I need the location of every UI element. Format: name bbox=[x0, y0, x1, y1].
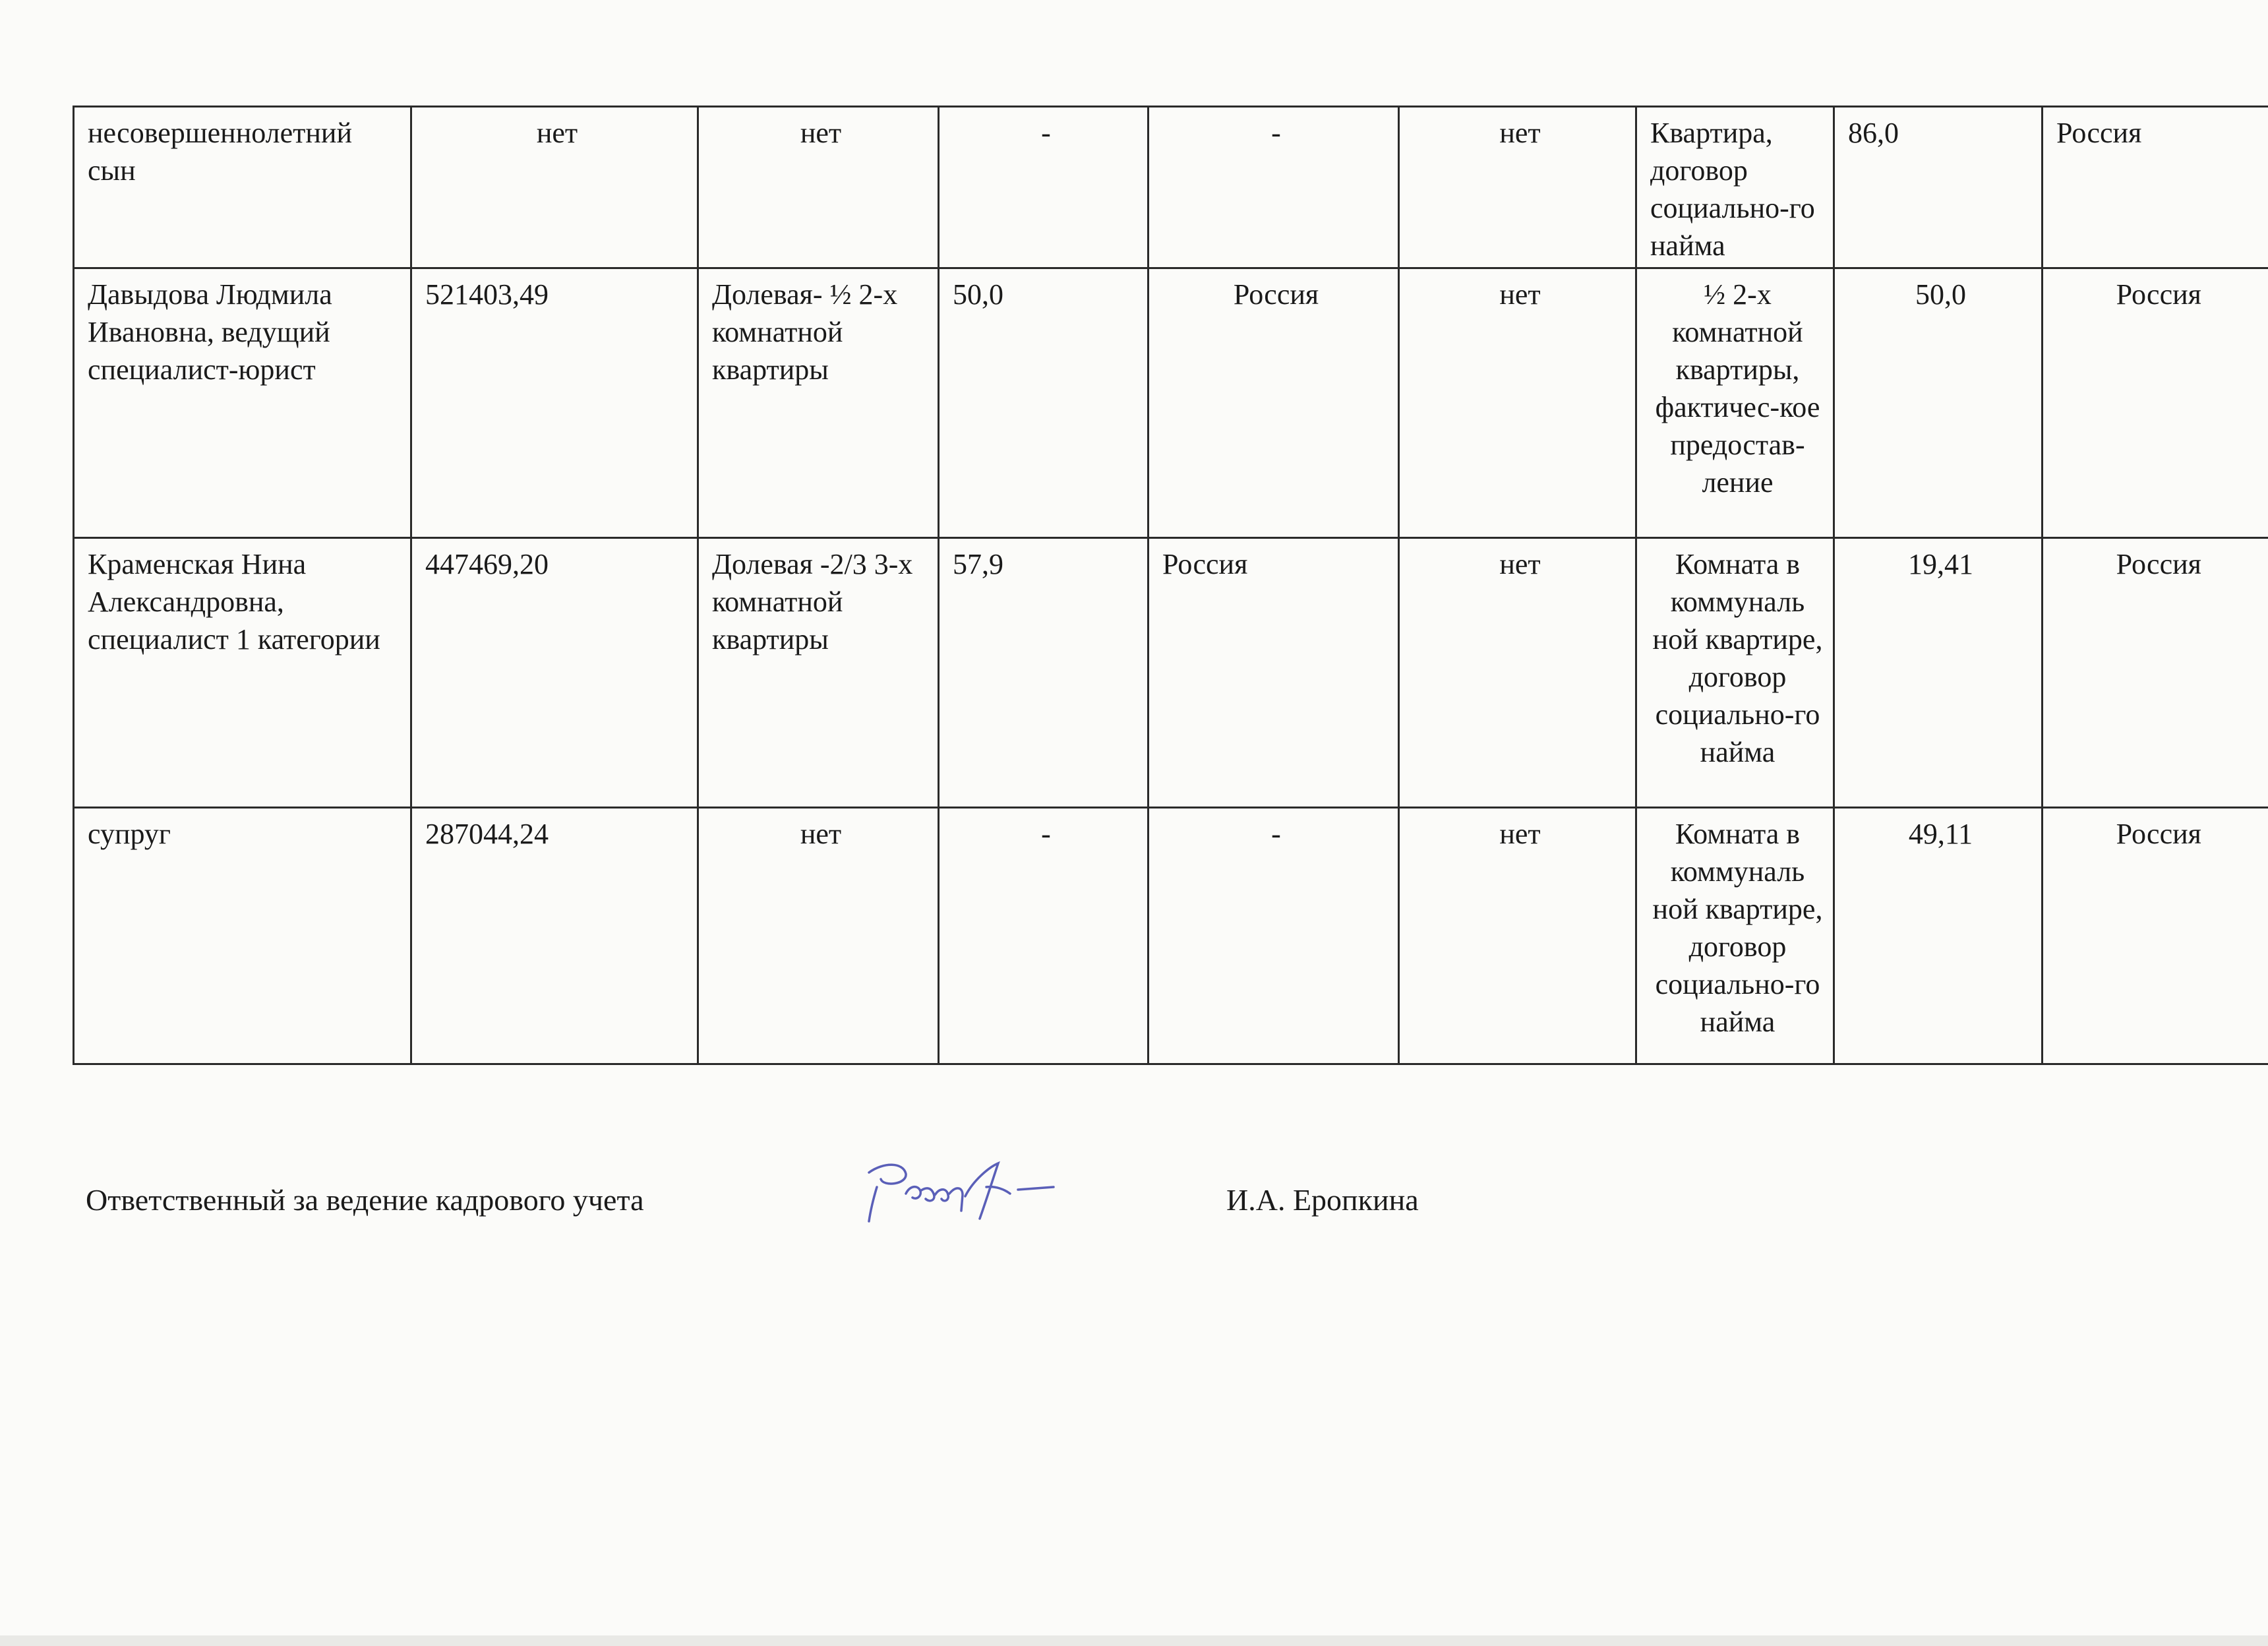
table-row bbox=[74, 268, 2268, 538]
cell-property-type: Долевая -2/3 3-х комнатной квартиры bbox=[698, 538, 939, 808]
cell-used-country: Россия bbox=[2043, 808, 2268, 1064]
cell-area: - bbox=[939, 107, 1149, 268]
cell-used-area: 86,0 bbox=[1834, 107, 2043, 268]
cell-used-area: 49,11 bbox=[1834, 808, 2043, 1064]
cell-income: 521403,49 bbox=[411, 268, 698, 538]
table-row bbox=[74, 538, 2268, 808]
cell-area: - bbox=[939, 808, 1149, 1064]
table-row bbox=[74, 808, 2268, 1064]
cell-used-object: Комната в коммуналь ной квартире, договор социально-го найма bbox=[1636, 538, 1834, 808]
cell-used-area: 50,0 bbox=[1834, 268, 2043, 538]
cell-country: - bbox=[1149, 107, 1399, 268]
cell-country: Россия bbox=[1149, 268, 1399, 538]
cell-income: нет bbox=[411, 107, 698, 268]
scan-edge bbox=[0, 1635, 2268, 1646]
declaration-table bbox=[73, 106, 2268, 1065]
cell-used-object: Комната в коммуналь ной квартире, договор социально-го найма bbox=[1636, 808, 1834, 1064]
cell-used-object: ½ 2-х комнатной квартиры, фактичес-кое предостав-ление bbox=[1636, 268, 1834, 538]
cell-used-country: Россия bbox=[2043, 268, 2268, 538]
handwritten-signature bbox=[857, 1147, 1068, 1240]
cell-used-object: Квартира, договор социально-го найма bbox=[1636, 107, 1834, 268]
cell-vehicles: нет bbox=[1399, 268, 1636, 538]
cell-income: 447469,20 bbox=[411, 538, 698, 808]
cell-area: 50,0 bbox=[939, 268, 1149, 538]
cell-country: - bbox=[1149, 808, 1399, 1064]
cell-name: супруг bbox=[74, 808, 411, 1064]
cell-used-country: Россия bbox=[2043, 107, 2268, 268]
cell-vehicles: нет bbox=[1399, 107, 1636, 268]
cell-area: 57,9 bbox=[939, 538, 1149, 808]
cell-vehicles: нет bbox=[1399, 808, 1636, 1064]
cell-income: 287044,24 bbox=[411, 808, 698, 1064]
cell-name: Краменская Нина Александровна, специалист 1 категории bbox=[74, 538, 411, 808]
cell-property-type: нет bbox=[698, 808, 939, 1064]
cell-property-type: Долевая- ½ 2-х комнатной квартиры bbox=[698, 268, 939, 538]
responsible-label: Ответственный за ведение кадрового учета bbox=[86, 1183, 644, 1217]
cell-property-type: нет bbox=[698, 107, 939, 268]
cell-used-country: Россия bbox=[2043, 538, 2268, 808]
table-row bbox=[74, 107, 2268, 268]
cell-vehicles: нет bbox=[1399, 538, 1636, 808]
cell-name: несовершеннолетний сын bbox=[74, 107, 411, 268]
cell-used-area: 19,41 bbox=[1834, 538, 2043, 808]
cell-name: Давыдова Людмила Ивановна, ведущий специалист-юрист bbox=[74, 268, 411, 538]
cell-country: Россия bbox=[1149, 538, 1399, 808]
signer-name: И.А. Еропкина bbox=[1226, 1183, 1419, 1217]
